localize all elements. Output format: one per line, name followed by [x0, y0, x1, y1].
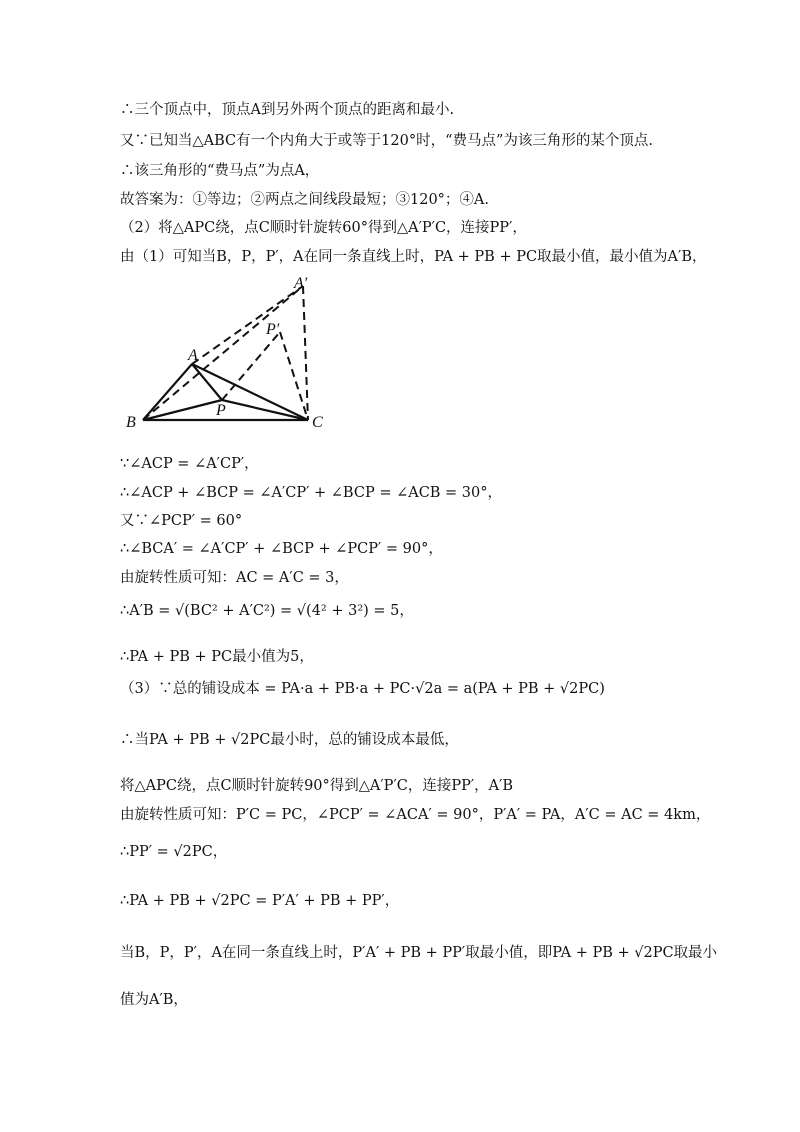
- label-A-prime: A′: [294, 275, 308, 292]
- segment-PP-prime: [222, 332, 280, 400]
- text-line: ∴PA + PB + √2PC = P′A′ + PB + PP′，: [120, 893, 400, 909]
- text-line: ∵∠ACP = ∠A′CP′，: [120, 456, 259, 472]
- segment-P-prime-C: [280, 332, 308, 420]
- label-A: A: [188, 347, 198, 364]
- text-line: 又∵∠PCP′ = 60°: [120, 513, 243, 529]
- text-line: 由旋转性质可知：P′C = PC，∠PCP′ = ∠ACA′ = 90°，P′A′ = PA，A′C = AC = 4km，: [120, 807, 711, 823]
- text-line: 当B，P，P′，A在同一条直线上时，P′A′ + PB + PP′取最小值，即PA + PB + √2PC取最小: [120, 945, 718, 961]
- text-line: 故答案为：①等边；②两点之间线段最短；③120°；④A.: [120, 192, 490, 208]
- text-line: ∴∠ACP + ∠BCP = ∠A′CP′ + ∠BCP = ∠ACB = 30°，: [120, 485, 503, 501]
- label-P: P: [216, 402, 226, 419]
- segment-PC: [222, 400, 308, 420]
- segment-AC: [192, 364, 308, 420]
- label-P-prime: P′: [266, 321, 280, 338]
- text-line: （2）将△APC绕，点C顺时针旋转60°得到△A′P′C，连接PP′，: [120, 220, 527, 236]
- text-line: 由（1）可知当B，P，P′，A在同一条直线上时，PA + PB + PC取最小值，最小值为A′B，: [120, 249, 707, 265]
- text-line: ∴A′B = √(BC² + A′C²) = √(4² + 3²) = 5，: [120, 603, 414, 619]
- label-C: C: [312, 414, 323, 431]
- text-line: ∴当PA + PB + √2PC最小时，总的铺设成本最低，: [120, 732, 459, 748]
- segment-BA: [143, 364, 192, 420]
- text-line: 将△APC绕，点C顺时针旋转90°得到△A′P′C，连接PP′，A′B: [120, 778, 514, 794]
- segment-AP: [192, 364, 222, 400]
- text-line: ∴该三角形的“费马点”为点A，: [120, 163, 320, 179]
- geometry-figure: [120, 272, 340, 437]
- text-line: 值为A′B，: [120, 992, 188, 1008]
- text-line: ∴PA + PB + PC最小值为5，: [120, 649, 314, 665]
- text-line: ∴PP′ = √2PC，: [120, 844, 228, 860]
- segment-AA-prime: [192, 286, 303, 364]
- text-line: ∴三个顶点中，顶点A到另外两个顶点的距离和最小.: [120, 102, 455, 118]
- text-line: ∴∠BCA′ = ∠A′CP′ + ∠BCP + ∠PCP′ = 90°，: [120, 541, 443, 557]
- segment-A-prime-C: [303, 286, 308, 420]
- text-line: （3）∵总的铺设成本 = PA·a + PB·a + PC·√2a = a(PA + PB + √2PC): [120, 681, 605, 697]
- text-line: 又∵已知当△ABC有一个内角大于或等于120°时，“费马点”为该三角形的某个顶点.: [120, 133, 653, 149]
- text-line: 由旋转性质可知：AC = A′C = 3，: [120, 570, 349, 586]
- label-B: B: [126, 414, 136, 431]
